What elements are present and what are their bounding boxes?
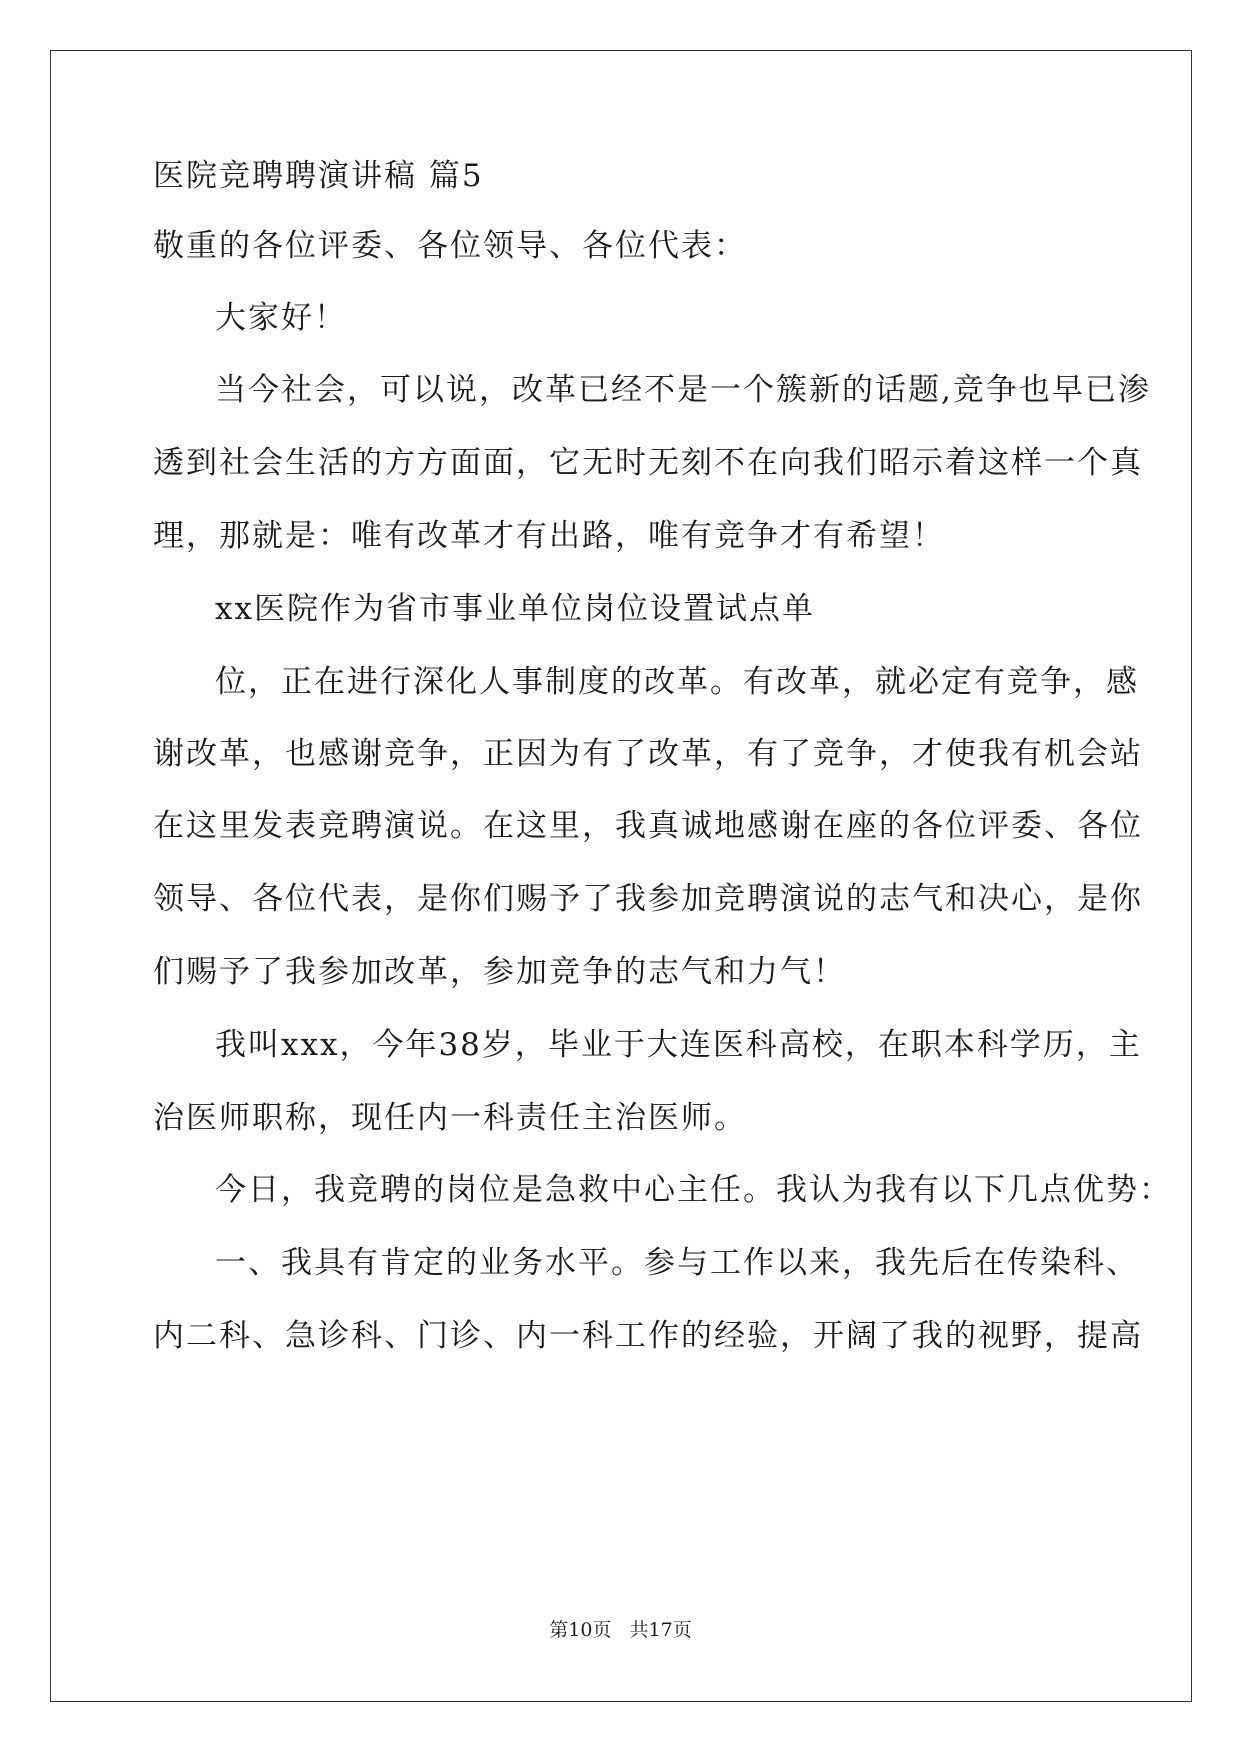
paragraph-line: 内二科、急诊科、门诊、内一科工作的经验，开阔了我的视野，提高: [153, 1318, 1143, 1354]
page-total: 共17页: [629, 1619, 692, 1641]
paragraph-line: 一、我具有肯定的业务水平。参与工作以来，我先后在传染科、: [215, 1245, 1139, 1281]
paragraph-line: 当今社会，可以说，改革已经不是一个簇新的话题,竞争也早已渗: [215, 372, 1151, 408]
paragraph-line: 透到社会生活的方方面面，它无时无刻不在向我们昭示着这样一个真: [153, 445, 1143, 481]
paragraph-line: 在这里发表竞聘演说。在这里，我真诚地感谢在座的各位评委、各位: [153, 808, 1143, 844]
paragraph-line: 们赐予了我参加改革，参加竞争的志气和力气！: [153, 954, 846, 990]
paragraph-line: 谢改革，也感谢竞争，正因为有了改革，有了竞争，才使我有机会站: [153, 736, 1143, 772]
page-footer: [0, 1618, 1241, 1642]
paragraph-line: 理，那就是：唯有改革才有出路，唯有竞争才有希望！: [153, 518, 945, 554]
paragraph-line: 我叫xxx，今年38岁，毕业于大连医科高校，在职本科学历，主: [215, 1027, 1142, 1063]
paragraph-line: 今日，我竞聘的岗位是急救中心主任。我认为我有以下几点优势：: [215, 1172, 1172, 1208]
paragraph-line: xx医院作为省市事业单位岗位设置试点单: [215, 591, 815, 627]
paragraph-line: 位，正在进行深化人事制度的改革。有改革，就必定有竞争，感: [215, 664, 1139, 700]
paragraph-line: 治医师职称，现任内一科责任主治医师。: [153, 1100, 747, 1136]
page-number: 第10页: [549, 1619, 612, 1641]
greeting-line: 大家好！: [215, 300, 347, 336]
paragraph-line: 领导、各位代表，是你们赐予了我参加竞聘演说的志气和决心，是你: [153, 881, 1143, 917]
salutation-line: 敬重的各位评委、各位领导、各位代表：: [153, 228, 747, 264]
document-title: 医院竞聘聘演讲稿 篇5: [153, 158, 484, 194]
